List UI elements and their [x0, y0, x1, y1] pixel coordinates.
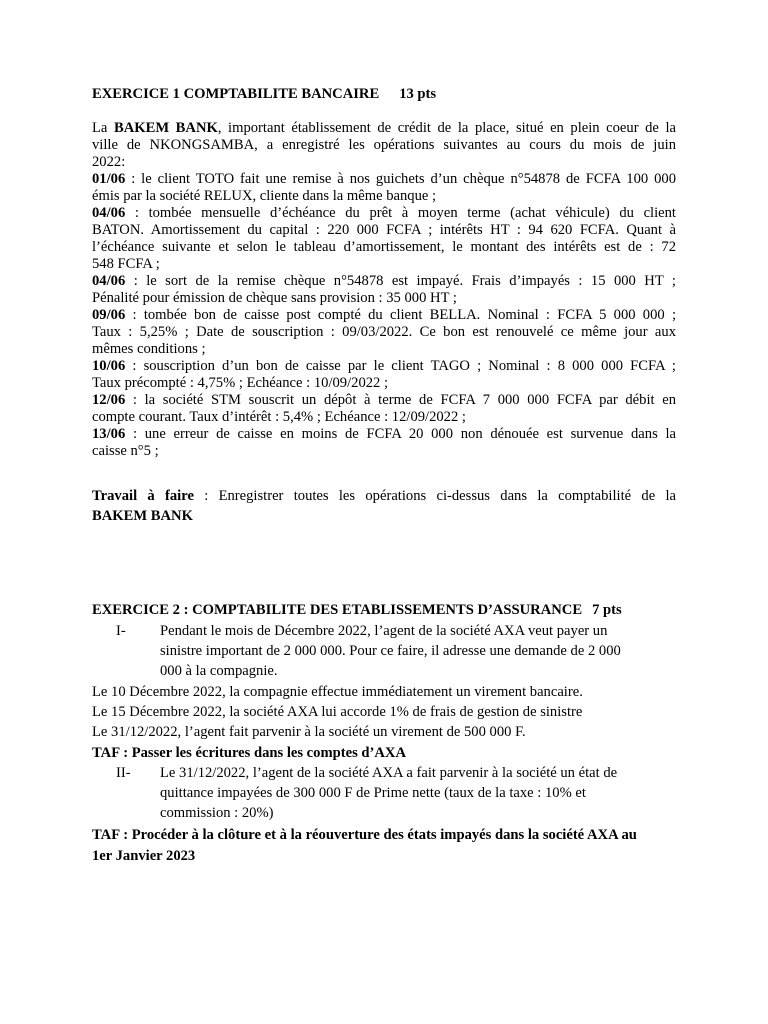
intro-line-2: ville de NKONGSAMBA, a enregistré les opérations suivantes au cours du mois de juin — [92, 137, 676, 153]
task-line-1: Travail à faire : Enregistrer toutes les opérations ci-dessus dans la comptabilité de la — [92, 488, 677, 504]
event-line: Le 10 Décembre 2022, la compagnie effectue immédiatement un virement bancaire. — [92, 684, 583, 700]
part-2-line-2: quittance impayées de 300 000 F de Prime nette (taux de la taxe : 10% et — [160, 785, 586, 801]
operation-line: 04/06 : tombée mensuelle d’échéance du prêt à moyen terme (achat véhicule) du client — [92, 205, 676, 221]
operation-line: compte courant. Taux d’intérêt : 5,4% ; Echéance : 12/09/2022 ; — [92, 409, 466, 425]
operation-line: 04/06 : le sort de la remise chèque n°54878 est impayé. Frais d’impayés : 15 000 HT ; — [92, 273, 676, 289]
operation-line: 13/06 : une erreur de caisse en moins de FCFA 20 000 non dénouée est survenue dans la — [92, 426, 676, 442]
operation-date: 09/06 — [92, 307, 126, 323]
operation-line: 09/06 : tombée bon de caisse post compté du client BELLA. Nominal : FCFA 5 000 000 ; — [92, 307, 676, 323]
operation-date: 04/06 — [92, 205, 126, 221]
operation-line: Pénalité pour émission de chèque sans provision : 35 000 HT ; — [92, 290, 457, 306]
part-2-line-1: Le 31/12/2022, l’agent de la société AXA a fait parvenir à la société un état de — [160, 765, 618, 781]
operation-line: 10/06 : souscription d’un bon de caisse par le client TAGO ; Nominal : 8 000 000 FCFA ; — [92, 358, 676, 374]
part-1-line-2: sinistre important de 2 000 000. Pour ce faire, il adresse une demande de 2 000 — [160, 643, 621, 659]
operation-line: l’échéance suivante et selon le tableau d’amortissement, le montant des intérêts est de : 72 — [92, 239, 676, 255]
operation-line: mêmes conditions ; — [92, 341, 206, 357]
operation-date: 01/06 — [92, 171, 126, 187]
operation-line: Taux : 5,25% ; Date de souscription : 09/03/2022. Ce bon est renouvelé ce même jour aux — [92, 324, 676, 340]
operation-date: 13/06 — [92, 426, 126, 442]
operation-date: 12/06 — [92, 392, 126, 408]
operation-line: BATON. Amortissement du capital : 220 000 FCFA ; intérêts HT : 94 620 FCFA. Quant à — [92, 222, 676, 238]
task-label: Travail à faire — [92, 488, 194, 504]
operation-line: caisse n°5 ; — [92, 443, 159, 459]
part-1-line-3: 000 à la compagnie. — [160, 663, 278, 679]
exercise-1-title: EXERCICE 1 COMPTABILITE BANCAIRE — [92, 86, 380, 102]
operation-line: Taux précompté : 4,75% ; Echéance : 10/09/2022 ; — [92, 375, 389, 391]
operation-date: 10/06 — [92, 358, 126, 374]
part-1-number: I- — [116, 623, 126, 639]
operation-date: 04/06 — [92, 273, 126, 289]
intro-line-1: La BAKEM BANK, important établissement de crédit de la place, situé en plein coeur de la — [92, 120, 677, 136]
part-2-line-3: commission : 20%) — [160, 805, 274, 821]
operation-line: 548 FCFA ; — [92, 256, 160, 272]
event-line: Le 15 Décembre 2022, la société AXA lui accorde 1% de frais de gestion de sinistre — [92, 704, 583, 720]
operation-line: 12/06 : la société STM souscrit un dépôt à terme de FCFA 7 000 000 FCFA par débit en — [92, 392, 676, 408]
bank-name: BAKEM BANK — [113, 120, 218, 136]
exercise-2-points: 7 pts — [592, 602, 622, 618]
task-line-2: BAKEM BANK — [92, 508, 193, 524]
part-2-number: II- — [116, 765, 131, 781]
taf-2-line-1: TAF : Procéder à la clôture et à la réouverture des états impayés dans la société AXA au — [92, 827, 637, 843]
exercise-1-heading — [92, 86, 436, 103]
exercise-2-heading — [92, 600, 622, 620]
taf-1: TAF : Passer les écritures dans les comptes d’AXA — [92, 745, 406, 761]
event-line: Le 31/12/2022, l’agent fait parvenir à la société un virement de 500 000 F. — [92, 724, 526, 740]
taf-2-line-2: 1er Janvier 2023 — [92, 848, 196, 864]
intro-line-3: 2022: — [92, 154, 126, 170]
exercise-1-points: 13 pts — [399, 86, 437, 102]
operation-line: 01/06 : le client TOTO fait une remise à nos guichets d’un chèque n°54878 de FCFA 100 000 — [92, 171, 676, 187]
operation-line: émis par la société RELUX, cliente dans la même banque ; — [92, 188, 437, 204]
part-1-line-1: Pendant le mois de Décembre 2022, l’agent de la société AXA veut payer un — [160, 623, 608, 639]
exercise-2-title: EXERCICE 2 : COMPTABILITE DES ETABLISSEMENTS D’ASSURANCE — [92, 602, 583, 618]
